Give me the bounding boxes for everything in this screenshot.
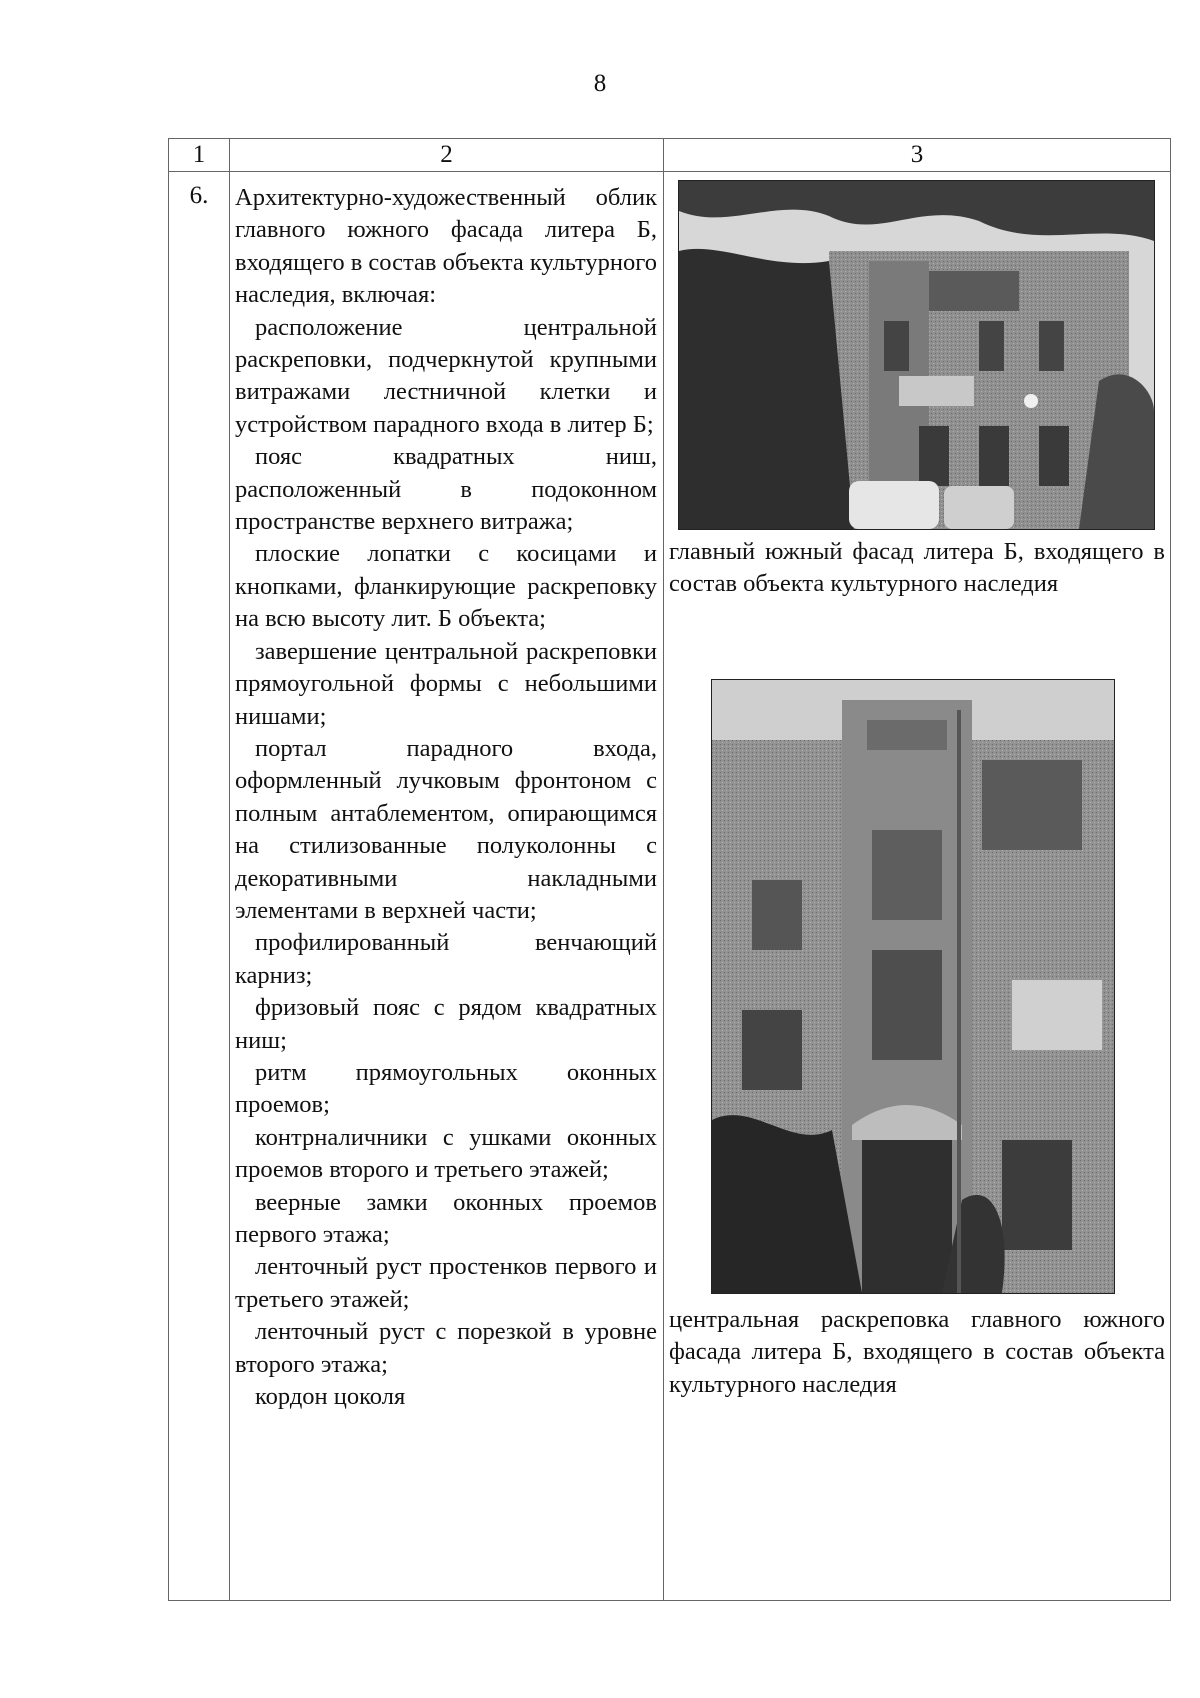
description-item: ленточный руст простенков первого и третьего этажей; [235, 1253, 657, 1313]
description-item: ритм прямоугольных оконных проемов; [235, 1058, 657, 1119]
facade-photo [678, 180, 1155, 530]
page-number: 8 [593, 70, 607, 97]
description-item: профилированный венчающий карниз; [235, 929, 657, 989]
photo-cell [664, 172, 1171, 1601]
description-intro: Архитектурно-художественный облик главного южного фасада литера Б, входящего в состав объекта культурного наследия, включая: [235, 184, 657, 309]
description-item: плоские лопатки с косицами и кнопками, фланкирующие раскреповку на всю высоту лит. Б объекта; [235, 540, 657, 633]
column-header-1: 1 [169, 139, 230, 172]
description-item: контрналичники с ушками оконных проемов второго и третьего этажей; [235, 1123, 657, 1184]
table-row [169, 172, 1171, 1601]
description-item: веерные замки оконных проемов первого этажа; [235, 1188, 657, 1248]
description-item: ленточный руст с порезкой в уровне второго этажа; [235, 1318, 657, 1378]
photo-caption: главный южный фасад литера Б, входящего в состав объекта культурного наследия [669, 538, 1165, 598]
description-item: фризовый пояс с рядом квадратных ниш; [235, 994, 657, 1054]
central-projection-photo [711, 679, 1115, 1294]
heritage-table [168, 138, 1171, 1601]
row-number: 6. [169, 172, 230, 1601]
subject-description [230, 172, 664, 1601]
description-item: кордон цоколя [255, 1383, 406, 1411]
description-item: портал парадного входа, оформленный лучковым фронтоном с полным антаблементом, опирающимся на стилизованные полуколонны с декоративными накладными элементами в верхней части; [235, 734, 657, 924]
table-header-row [169, 139, 1171, 172]
description-item: завершение центральной раскреповки прямоугольной формы с небольшими нишами; [235, 637, 657, 730]
photo-caption: центральная раскреповка главного южного фасада литера Б, входящего в состав объекта культурного наследия [669, 1306, 1165, 1398]
description-item: расположение центральной раскреповки, подчеркнутой крупными витражами лестничной клетки и устройством парадного входа в литер Б; [235, 313, 657, 438]
description-item: пояс квадратных ниш, расположенный в подоконном пространстве верхнего витража; [235, 443, 657, 536]
column-header-2: 2 [230, 139, 664, 172]
column-header-3: 3 [664, 139, 1171, 172]
